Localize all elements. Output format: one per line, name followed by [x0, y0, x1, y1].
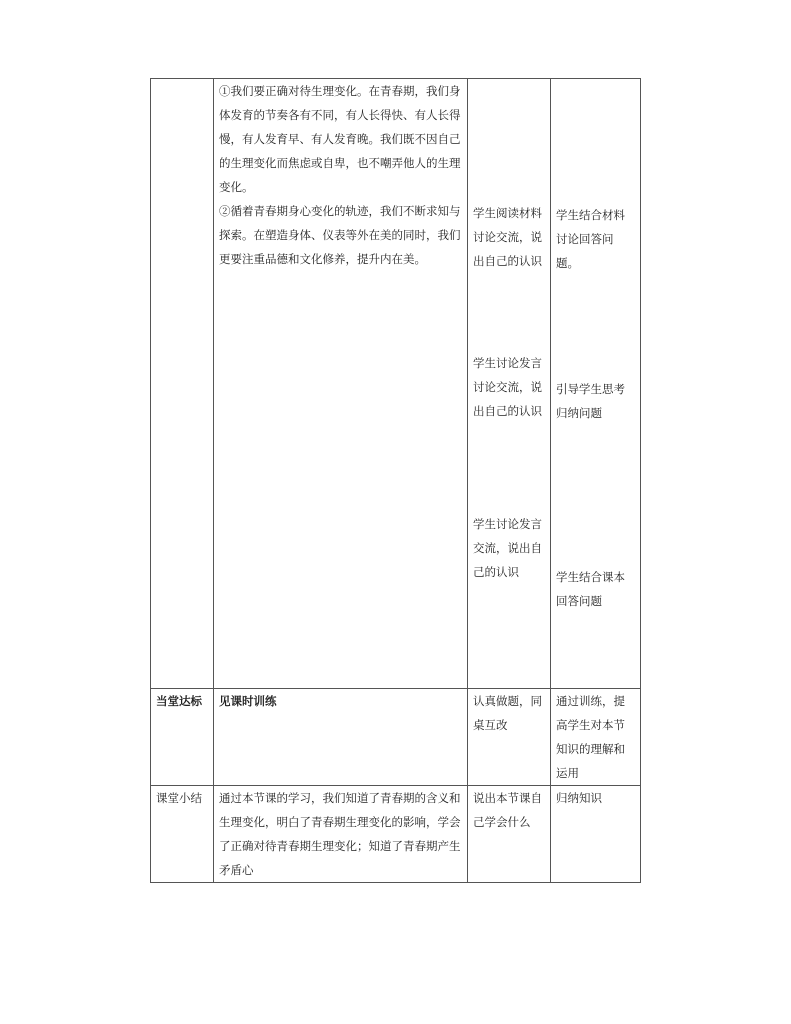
design-intent-text: 学生结合材料讨论回答问题。: [556, 208, 625, 270]
content-cell: 通过本节课的学习，我们知道了青春期的含义和生理变化，明白了青春期生理变化的影响，学会了正确对待青春期生理变化；知道了青春期产生矛盾心: [214, 786, 468, 883]
design-intent-cell: 归纳知识: [551, 786, 641, 883]
design-intent-cell: 通过训练，提高学生对本节知识的理解和运用: [551, 689, 641, 786]
lesson-plan-table: [150, 78, 641, 883]
student-activity-cell: 认真做题，同桌互改: [468, 689, 551, 786]
content-cell: 见课时训练: [214, 689, 468, 786]
content-cell: [214, 79, 468, 689]
stage-cell: 课堂小结: [151, 786, 214, 883]
student-activity-text: 学生阅读材料讨论交流，说出自己的认识: [473, 206, 542, 268]
stage-cell: 当堂达标: [151, 689, 214, 786]
design-intent-text: 引导学生思考归纳问题: [556, 382, 625, 420]
table-row: [151, 79, 641, 689]
content-paragraph: ②循着青春期身心变化的轨迹，我们不断求知与探索。在塑造身体、仪表等外在美的同时，我们更要注重品德和文化修养，提升内在美。: [219, 204, 461, 266]
table-row: [151, 689, 641, 786]
content-paragraph: ①我们要正确对待生理变化。在青春期，我们身体发育的节奏各有不同，有人长得快、有人长得 慢，有人发育早、有人发育晚。我们既不因自己的生理变化而焦虑或自卑，也不嘲弄他人的生理变化。: [219, 84, 461, 194]
student-activity-text: 学生讨论发言讨论交流，说出自己的认识: [473, 356, 542, 418]
design-intent-text: 学生结合课本回答问题: [556, 570, 625, 608]
table-row: [151, 786, 641, 883]
student-activity-cell: [468, 79, 551, 689]
student-activity-cell: 说出本节课自己学会什么: [468, 786, 551, 883]
stage-cell: [151, 79, 214, 689]
design-intent-cell: [551, 79, 641, 689]
student-activity-text: 学生讨论发言交流，说出自己的认识: [473, 517, 542, 579]
